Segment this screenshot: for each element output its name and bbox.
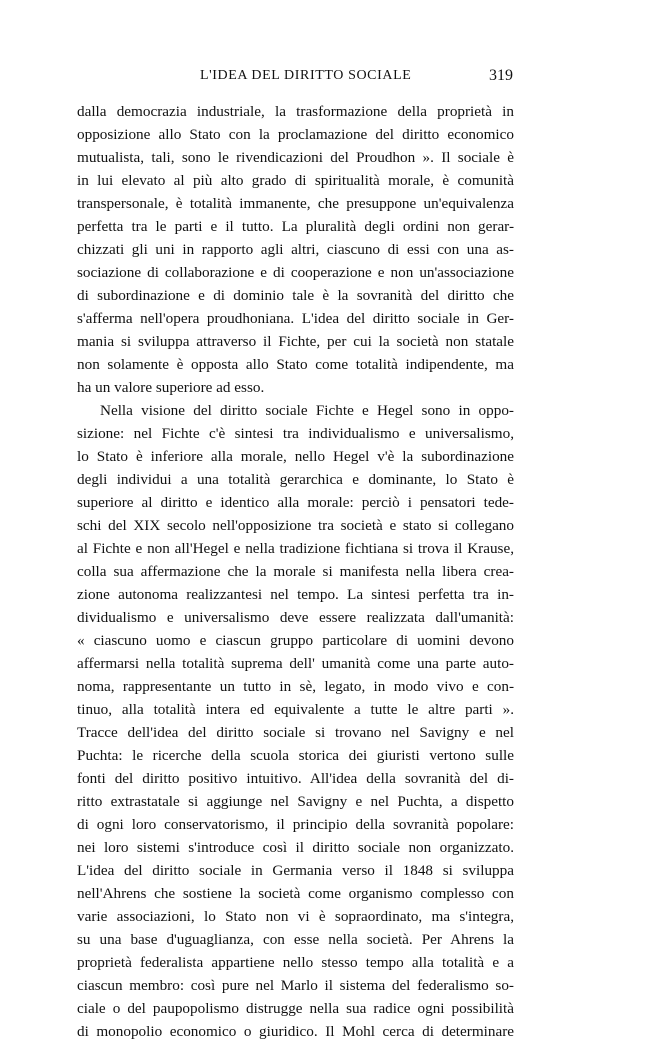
text-line: nell'Ahrens che sostiene la società come organismo complesso con [77,885,514,902]
text-line: tinuo, alla totalità intera ed equivalente a tutte le altre parti ». [77,701,514,718]
page-number: 319 [489,67,513,84]
text-line: Puchta: le ricerche della scuola storica dei giuristi vertono sulle [77,747,514,764]
text-line: colla sua affermazione che la morale si manifesta nella libera crea- [77,563,514,580]
text-line: s'afferma nell'opera proudhoniana. L'idea del diritto sociale in Ger- [77,310,514,327]
text-line: transpersonale, è totalità immanente, che presuppone un'equivalenza [77,195,514,212]
text-line: di monopolio economico o giuridico. Il Mohl cerca di determinare [77,1023,514,1040]
body-text [77,100,514,1043]
text-line: fonti del diritto positivo intuitivo. All'idea della sovranità del di- [77,770,514,787]
text-line: L'idea del diritto sociale in Germania verso il 1848 si sviluppa [77,862,514,879]
text-line: varie associazioni, lo Stato non vi è sopraordinato, ma s'integra, [77,908,514,925]
text-line: noma, rappresentante un tutto in sè, legato, in modo vivo e con- [77,678,514,695]
text-line: opposizione allo Stato con la proclamazione del diritto economico [77,126,514,143]
text-line: chizzati gli uni in rapporto agli altri, ciascuno di essi con una as- [77,241,514,258]
text-line: ciascun membro: così pure nel Marlo il sistema del federalismo so- [77,977,514,994]
text-line: in lui elevato al più alto grado di spiritualità morale, è comunità [77,172,514,189]
text-line: lo Stato è inferiore alla morale, nello Hegel v'è la subordinazione [77,448,514,465]
text-line: perfetta tra le parti e il tutto. La pluralità degli ordini non gerar- [77,218,514,235]
running-header [0,63,665,89]
text-line: ciale o del paupopolismo distrugge nella sua radice ogni possibilità [77,1000,514,1017]
text-line: mutualista, tali, sono le rivendicazioni del Proudhon ». Il sociale è [77,149,514,166]
text-line: schi del XIX secolo nell'opposizione tra società e stato si collegano [77,517,514,534]
text-line: Nella visione del diritto sociale Fichte e Hegel sono in oppo- [100,402,514,419]
text-line: ritto extrastatale si aggiunge nel Savigny e nel Puchta, a dispetto [77,793,514,810]
text-line: ha un valore superiore ad esso. [77,379,265,396]
text-line: dividualismo e universalismo deve essere realizzata dall'umanità: [77,609,514,626]
text-line: al Fichte e non all'Hegel e nella tradizione fichtiana si trova il Krause, [77,540,514,557]
text-line: affermarsi nella totalità suprema dell' umanità come una parte auto- [77,655,514,672]
text-line: nei loro sistemi s'introduce così il diritto sociale non organizzato. [77,839,514,856]
paragraph-1 [77,100,514,399]
text-line: proprietà federalista appartiene nello stesso tempo alla totalità e a [77,954,514,971]
text-line: Tracce dell'idea del diritto sociale si trovano nel Savigny e nel [77,724,514,741]
text-line: sizione: nel Fichte c'è sintesi tra individualismo e universalismo, [77,425,514,442]
text-line: su una base d'uguaglianza, con esse nella società. Per Ahrens la [77,931,514,948]
text-line: di subordinazione e di dominio tale è la sovranità del diritto che [77,287,514,304]
text-line: di ogni loro conservatorismo, il principio della sovranità popolare: [77,816,514,833]
paragraph-2 [77,399,514,1043]
text-line: degli individui a una totalità gerarchica e dominante, lo Stato è [77,471,514,488]
running-title: L'IDEA DEL DIRITTO SOCIALE [200,68,412,83]
text-line: sociazione di collaborazione e di cooperazione e non un'associazione [77,264,514,281]
text-line: dalla democrazia industriale, la trasformazione della proprietà in [77,103,514,120]
text-line: mania si sviluppa attraverso il Fichte, per cui la società non statale [77,333,514,350]
text-line: « ciascuno uomo e ciascun gruppo particolare di uomini devono [77,632,514,649]
text-line: superiore al diritto e identico alla morale: perciò i pensatori tede- [77,494,514,511]
text-line: zione autonoma realizzantesi nel tempo. La sintesi perfetta tra in- [77,586,514,603]
text-line: non solamente è opposta allo Stato come totalità indipendente, ma [77,356,514,373]
